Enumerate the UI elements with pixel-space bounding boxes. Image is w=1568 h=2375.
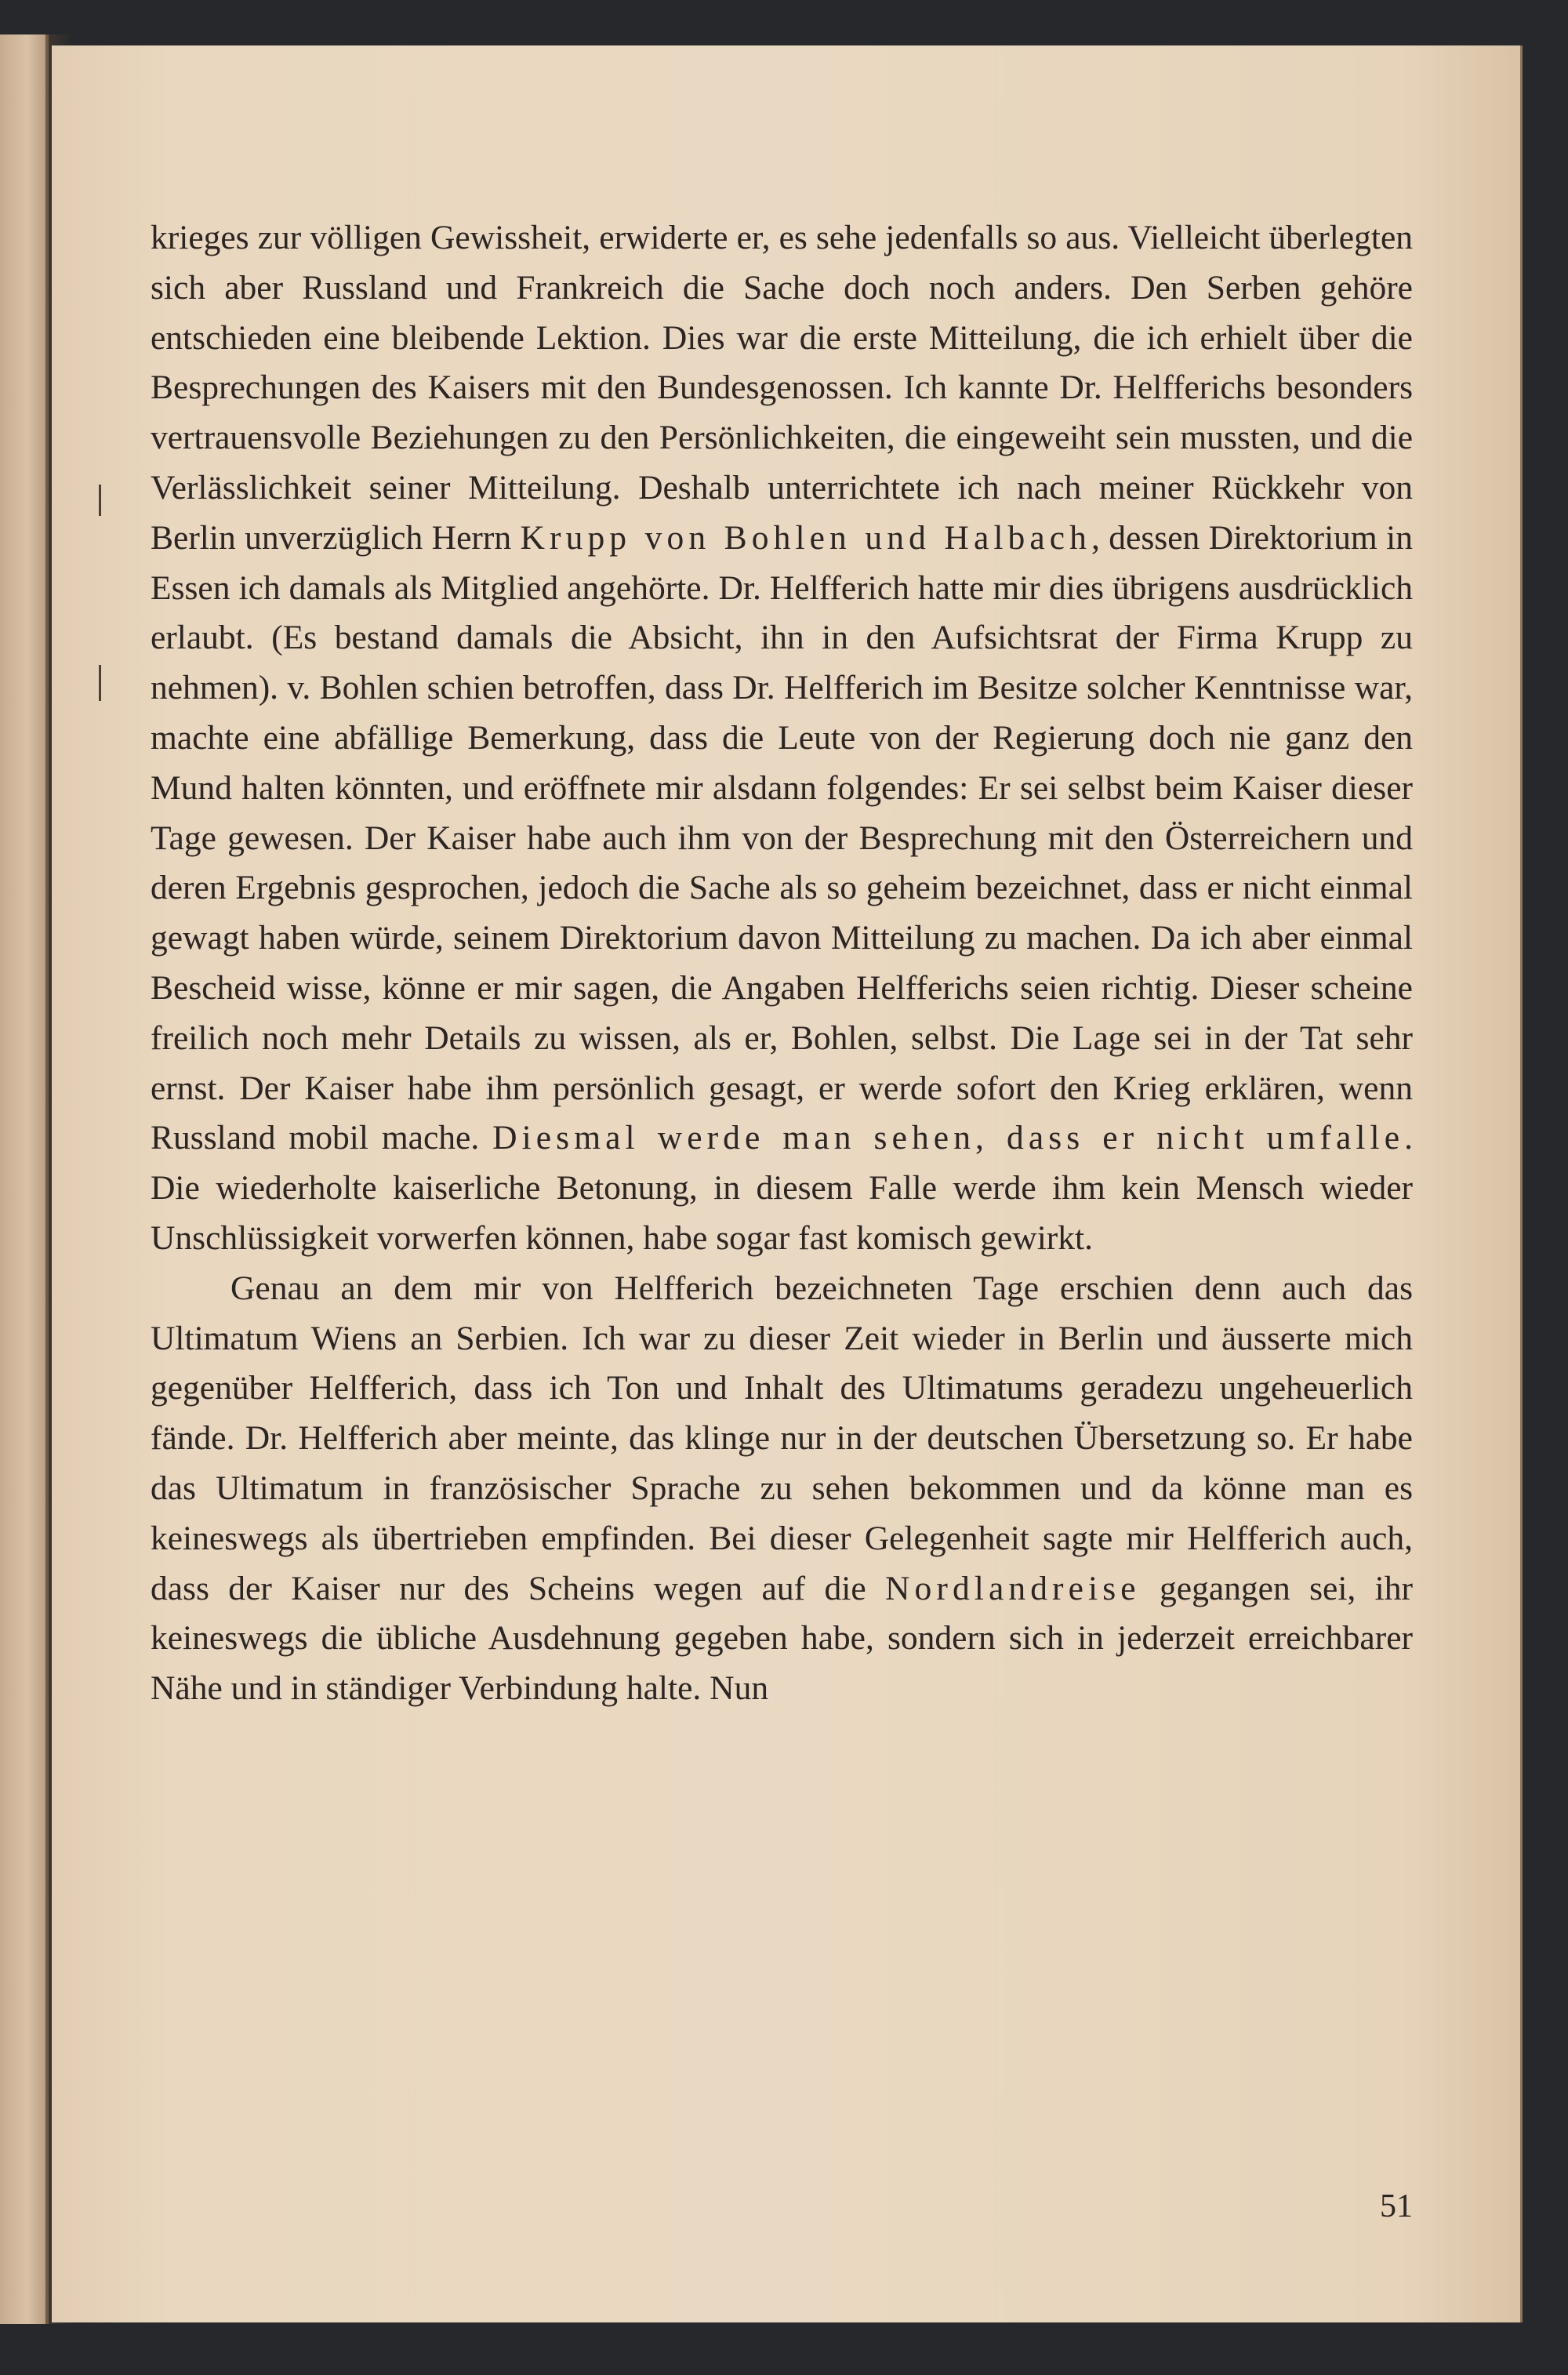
paragraph-2 — [151, 1264, 1413, 1714]
text-segment: , dessen Direktorium in Essen ich damals als Mitglied angehörte. Dr. Helfferich hatte mir dies übrigens ausdrücklich erlaubt. (Es bestand damals die Absicht, ihn in den Aufsichtsrat der Firma Krupp zu nehmen). v. Bohlen schien betroffen, dass Dr. Helfferich im Besitze solcher Kenntnisse war, machte eine abfällige Bemerkung, dass die Leute von der Regierung doch nie ganz den Mund halten könnten, und eröffnete mir alsdann folgendes: Er sei selbst beim Kaiser dieser Tage gewesen. Der Kaiser habe auch ihm von der Besprechung mit den Österreichern und deren Ergebnis gesprochen, jedoch die Sache als so geheim bezeichnet, dass er nicht einmal gewagt haben würde, seinem Direktorium davon Mitteilung zu machen. Da ich aber einmal Bescheid wisse, könne er mir sagen, die Angaben Helfferichs seien richtig. Dieser scheine freilich noch mehr Details zu wissen, als er, Bohlen, selbst. Die Lage sei in der Tat sehr ernst. Der Kaiser habe ihm persönlich gesagt, er werde sofort den Krieg erklären, wenn Russland mobil mache. — [151, 518, 1413, 1157]
spaced-emphasis-nordlandreise: Nordlandreise — [885, 1569, 1141, 1607]
text-segment: . Die wiederholte kaiserliche Betonung, in diesem Falle werde ihm kein Mensch wieder Unschlüssigkeit vorwerfen können, habe sogar fast komisch gewirkt. — [151, 1119, 1413, 1257]
text-segment: Genau an dem mir von Helfferich bezeichneten Tage erschien denn auch das Ultimatum Wiens an Serbien. Ich war zu dieser Zeit wieder in Berlin und äusserte mich gegenüber Helfferich, dass ich Ton und Inhalt des Ultimatums geradezu ungeheuerlich fände. Dr. Helfferich aber meinte, das klinge nur in der deutschen Übersetzung so. Er habe das Ultimatum in französischer Sprache zu sehen bekommen und da könne man es keineswegs als übertrieben empfinden. Bei dieser Gelegenheit sagte mir Helfferich auch, dass der Kaiser nur des Scheins wegen auf die — [151, 1269, 1413, 1607]
margin-mark — [99, 485, 101, 516]
spaced-name-krupp: Krupp von Bohlen und Halbach — [520, 518, 1091, 557]
margin-mark — [99, 665, 101, 701]
page-number: 51 — [1380, 2188, 1413, 2224]
previous-page-edge — [0, 34, 49, 2324]
page-body-text — [151, 213, 1413, 1714]
book-page — [52, 45, 1523, 2322]
paragraph-1 — [151, 213, 1413, 1264]
text-segment: gegangen sei, ihr keineswegs die übliche Ausdehnung gegeben habe, sondern sich in jederzeit erreichbarer Nähe und in ständiger Verbindung halte. Nun — [151, 1569, 1413, 1708]
text-segment: krieges zur völligen Gewissheit, erwiderte er, es sehe jedenfalls so aus. Vielleicht überlegten sich aber Russland und Frankreich die Sache doch noch anders. Den Serben gehöre entschieden eine bleibende Lektion. Dies war die erste Mitteilung, die ich erhielt über die Besprechungen des Kaisers mit den Bundesgenossen. Ich kannte Dr. Helfferichs besonders vertrauensvolle Beziehungen zu den Persönlichkeiten, die eingeweiht sein mussten, und die Verlässlichkeit seiner Mitteilung. Deshalb unterrichtete ich nach meiner Rückkehr von Berlin unverzüglich Herrn — [151, 219, 1413, 557]
spaced-emphasis-quote: Diesmal werde man sehen, dass er nicht umfalle — [492, 1119, 1405, 1157]
